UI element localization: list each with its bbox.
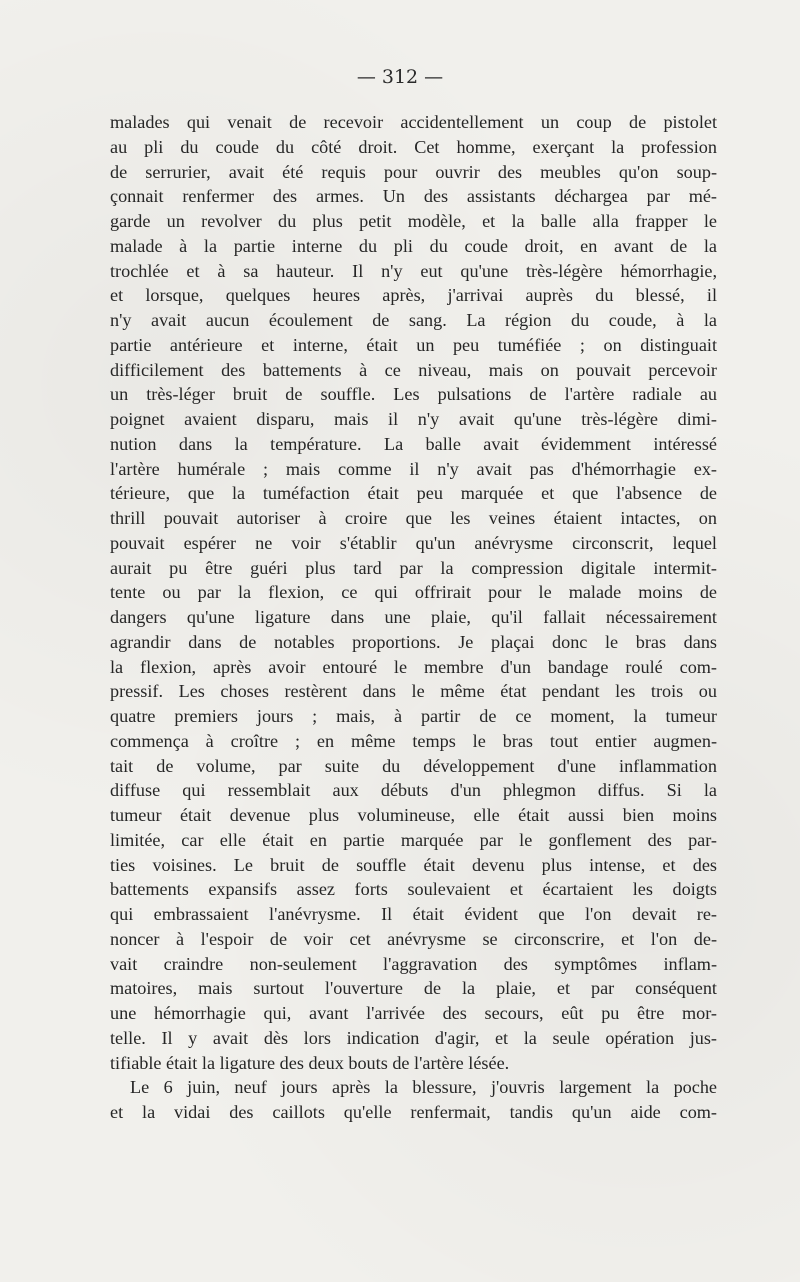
text-line: vait craindre non-seulement l'aggravation des symptômes inflam- (110, 953, 717, 974)
text-line: garde un revolver du plus petit modèle, et la balle alla frapper le (110, 211, 717, 231)
text-line: l'artère humérale ; mais comme il n'y avait pas d'hémorrhagie ex- (110, 458, 717, 479)
text-line: dangers qu'une ligature dans une plaie, qu'il fallait nécessairement (110, 607, 717, 627)
text-line: agrandir dans de notables proportions. Je plaçai donc le bras dans (110, 631, 717, 652)
text-line: ties voisines. Le bruit de souffle était devenu plus intense, et des (110, 854, 717, 875)
text-line: commença à croître ; en même temps le bras tout entier augmen- (110, 730, 717, 751)
text-line: au pli du coude du côté droit. Cet homme, exerçant la profession (110, 136, 717, 157)
text-line: malades qui venait de recevoir accidentellement un coup de pistolet (110, 112, 717, 132)
text-line: trochlée et à sa hauteur. Il n'y eut qu'une très-légère hémorrhagie, (110, 260, 717, 281)
text-line: pressif. Les choses restèrent dans le même état pendant les trois ou (110, 681, 717, 702)
text-line: thrill pouvait autoriser à croire que les veines étaient intactes, on (110, 508, 717, 528)
text-line: difficilement des battements à ce niveau, mais on pouvait percevoir (110, 359, 717, 380)
text-line: tait de volume, par suite du développement d'une inflammation (110, 755, 717, 776)
text-line: tifiable était la ligature des deux bouts de l'artère lésée. (110, 1052, 510, 1073)
text-line: pouvait espérer ne voir s'établir qu'un anévrysme circonscrit, lequel (110, 532, 717, 553)
page-text (110, 110, 717, 1125)
text-line: telle. Il y avait dès lors indication d'agir, et la seule opération jus- (110, 1027, 717, 1048)
text-line: tumeur était devenue plus volumineuse, elle était aussi bien moins (110, 805, 717, 825)
text-line: malade à la partie interne du pli du coude droit, en avant de la (110, 235, 717, 256)
text-line: tente ou par la flexion, ce qui offrirait pour le malade moins de (110, 582, 717, 603)
text-line: une hémorrhagie qui, avant l'arrivée des secours, eût pu être mor- (110, 1003, 717, 1023)
text-line: nution dans la température. La balle avait évidemment intéressé (110, 433, 717, 454)
text-line: limitée, car elle était en partie marquée par le gonflement des par- (110, 829, 717, 850)
text-line: matoires, mais surtout l'ouverture de la plaie, et par conséquent (110, 978, 717, 999)
text-line: aurait pu être guéri plus tard par la compression digitale intermit- (110, 557, 717, 578)
text-line: la flexion, après avoir entouré le membre d'un bandage roulé com- (110, 656, 717, 677)
text-line: et la vidai des caillots qu'elle renfermait, tandis qu'un aide com- (110, 1102, 717, 1122)
text-line: un très-léger bruit de souffle. Les pulsations de l'artère radiale au (110, 384, 717, 405)
text-line: noncer à l'espoir de voir cet anévrysme se circonscrire, et l'on de- (110, 928, 717, 949)
text-line: diffuse qui ressemblait aux débuts d'un phlegmon diffus. Si la (110, 780, 717, 801)
text-line: qui embrassaient l'anévrysme. Il était évident que l'on devait re- (110, 904, 717, 924)
text-line: de serrurier, avait été requis pour ouvrir des meubles qu'on soup- (110, 161, 717, 182)
text-line: Le 6 juin, neuf jours après la blessure, j'ouvris largement la poche (130, 1077, 717, 1098)
page-number: — 312 — (356, 66, 444, 88)
text-line: n'y avait aucun écoulement de sang. La région du coude, à la (110, 310, 717, 330)
text-line: çonnait renfermer des armes. Un des assistants déchargea par mé- (110, 186, 717, 207)
text-line: quatre premiers jours ; mais, à partir de ce moment, la tumeur (110, 706, 717, 726)
text-line: battements expansifs assez forts soulevaient et écartaient les doigts (110, 879, 717, 900)
text-line: poignet avaient disparu, mais il n'y avait qu'une très-légère dimi- (110, 409, 717, 429)
text-line: partie antérieure et interne, était un peu tuméfiée ; on distinguait (110, 334, 717, 355)
text-line: et lorsque, quelques heures après, j'arrivai auprès du blessé, il (110, 285, 717, 306)
text-line: térieure, que la tuméfaction était peu marquée et que l'absence de (110, 483, 717, 504)
